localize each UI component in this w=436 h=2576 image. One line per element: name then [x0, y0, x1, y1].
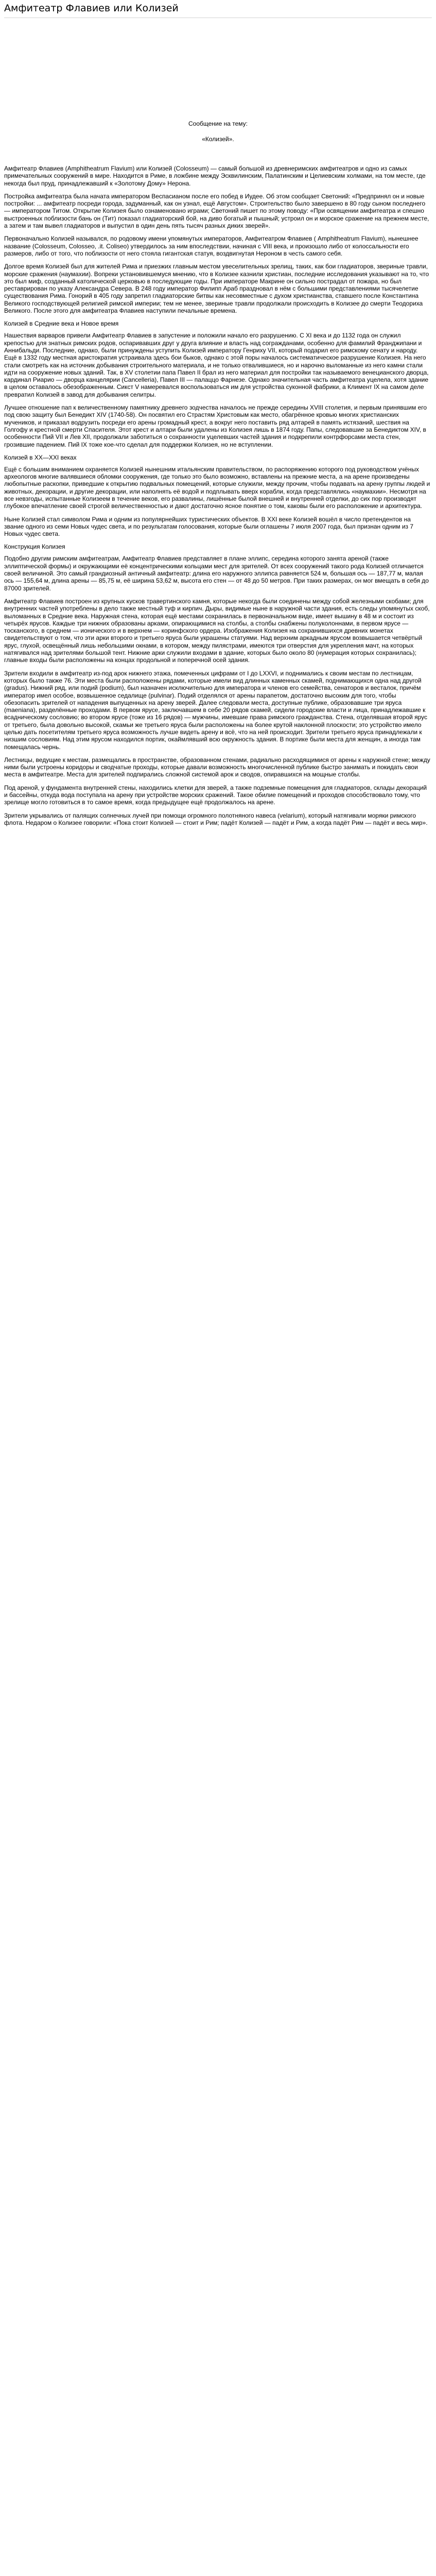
paragraph: Амфитеатр Флавиев (Amphitheatrum Flavium) или Колизей (Colosseum) — самый большой из древнеримских амфитеатров и одно из самых примечательных сооружений в мире. Находится в Риме, в ложбине между Эсквилинским, Палатинским и Целиевским холмами, на том месте, где некогда был пруд, принадлежавший к «Золотому Дому» Нерона. [4, 165, 426, 187]
report-subject-title: «Колизей». [202, 135, 234, 143]
paragraph: Подобно другим римским амфитеатрам, Амфитеатр Флавиев представляет в плане эллипс, середина которого занята ареной (также эллиптической формы) и окружающими её концентрическими кольцами мест для зрителей. От всех сооружений такого рода Колизей отличается своей величиной. Это самый грандиозный античный амфитеатр: длина его наружного эллипса равняется 524 м, большая ось — 187,77 м, малая ось — 155,64 м, длина арены — 85,75 м, её ширина 53,62 м, высота его стен — от 48 до 50 метров. При таких размерах, он мог вмещать в себя до 87000 зрителей. [4, 555, 429, 592]
article-body [4, 165, 432, 826]
paragraph: Нашествия варваров привели Амфитеатр Флавиев в запустение и положили начало его разрушению. С XI века и до 1132 года он служил крепостью для знатных римских родов, оспаривавших друг у друга влияние и власть над согражданами, особенно для фамилий Франджипани и Аннибальди. Последние, однако, были принуждены уступить Колизей императору Генриху VII, который подарил его римскому сенату и народу. Ещё в 1332 году местная аристократия устраивала здесь бои быков, однако с этой поры началось систематическое разрушение Колизея. На него стали смотреть как на источник добывания строительного материала, и не только отвалившиеся, но и нарочно выломанные из него камни стали идти на сооружение новых зданий. Так, в XV столетии папа Павел II брал из него материал для постройки так называемого венецианского дворца, кардинал Риарио — дворца канцелярии (Cancelleria), Павел III — палаццо Фарнезе. Однако значительная часть амфитеатра уцелела, хотя здание в целом оставалось обезображенным. Сикст V намеревался воспользоваться им для устройства суконной фабрики, а Климент IX на самом деле превратил Колизей в завод для добывания селитры. [4, 332, 429, 398]
paragraph: Ныне Колизей стал символом Рима и одним из популярнейших туристических объектов. В XXI веке Колизей вошёл в число претендентов на звание одного из семи Новых чудес света, и по результатам голосования, которые были оглашены 7 июля 2007 года, был признан одним из 7 Новых чудес света. [4, 515, 414, 538]
paragraph: Лучшее отношение пап к величественному памятнику древнего зодчества началось не прежде середины XVIII столетия, и первым принявшим его под свою защиту был Бенедикт XIV (1740-58). Он посвятил его Страстям Христовым как место, обагрённое кровью многих христианских мучеников, и приказал водрузить посреди его арены громадный крест, а вокруг него поставить ряд алтарей в память истязаний, шествия на Голгофу и крестной смерти Спасителя. Этот крест и алтари были удалены из Колизея лишь в 1874 году. Папы, следовавшие за Бенедиктом XIV, в особенности Пий VII и Лев XII, продолжали заботиться о сохранности уцелевших частей здания и подкрепили контрфорсами места стен, грозившие падением. Пий IX тоже кое-что сделал для поддержки Колизея, но не вступлении. [4, 404, 427, 448]
section-heading: Конструкция Колизея [4, 543, 65, 551]
paragraph: Под ареной, у фундамента внутренней стены, находились клетки для зверей, а также подземные помещения для гладиаторов, склады декораций и бассейны, откуда вода поступала на арену при устройстве морских сражений. Такое обилие помещений и проходов способствовало тому, что зрелище могло готовиться в то самое время, когда предыдущее ещё продолжалось на арене. [4, 784, 427, 806]
paragraph: Долгое время Колизей был для жителей Рима и приезжих главным местом увеселительных зрелищ, таких, как бои гладиаторов, звериные травли, морские сражения (наумахии). Вопреки установившемуся мнению, что в Колизее казнили христиан, последние исследования указывают на то, что это был миф, созданный католической церковью в последующие годы. При императоре Макрине он сильно пострадал от пожара, но был реставрирован по указу Александра Севера. В 248 году император Филипп Араб праздновал в нём с большими представлениями тысячелетие существования Рима. Гонорий в 405 году запретил гладиаторские битвы как несовместные с духом христианства, ставшего после Константина Великого господствующей религией римской империи; тем не менее, звериные травли продолжали происходить в Колизее до смерти Теодориха Великого. После этого для амфитеатра Флавиев наступили печальные времена. [4, 263, 429, 315]
paragraph: Постройка амфитеатра была начата императором Веспасианом после его побед в Иудее. Об этом сообщает Светоний: «Предпринял он и новые постройки: ... амфитеатр посреди города, задуманный, как он узнал, ещё Августом». Строительство было завершено в 80 году сыном последнего — императором Титом. Открытие Колизея было ознаменовано играми; Светоний пишет по этому поводу: «При освящении амфитеатра и спешно выстроенных поблизости бань он (Тит) показал гладиаторский бой, на диво богатый и пышный; устроил он и морское сражение на прежнем месте, а затем и там вывел гладиаторов и выпустил в один день пять тысяч разных диких зверей». [4, 192, 429, 230]
paragraph: Амфитеатр Флавиев построен из крупных кусков травертинского камня, которые некогда были соединены между собой железными скобами; для внутренних частей употреблены в дело также местный туф и кирпич. Дыры, видимые ныне в наружной части здания, есть следы упомянутых скоб, выломанных в Средние века. Наружная стена, которая ещё местами сохранилась в первоначальном виде, имеет вышину в 48 м и состоит из четырёх ярусов. Каждые три нижних образованы арками, опирающимися на столбы, а столбы снабжены полуколоннами, в первом ярусе — тосканского, в среднем — ионического и в верхнем — коринфского ордера. Изображения Колизея на сохранившихся древних монетах свидетельствуют о том, что эти арки второго и третьего яруса были украшены статуями. Над верхним аркадным ярусом возвышается четвёртый ярус, глухой, освещённый лишь небольшими окнами, в котором, между пилястрами, имеются три отверстия для укрепления мачт, на которых натягивался над зрителями большой тент. Нижние арки служили входами в здание, которых было около 80 (нумерация которых сохранилась); главные входы были расположены на концах продольной и поперечной осей здания. [4, 597, 430, 664]
section-heading: Колизей в Средние века и Новое время [4, 320, 119, 328]
paragraph: Первоначально Колизей назывался, по родовому имени упомянутых императоров, Амфитеатром Флавиев ( Amphitheatrum Flavium), нынешнее название (Colosseum, Colosseo, .it. Coliseo) утвердилось за ним впоследствии, начиная с VIII века, и произошло либо от колоссальности его размеров, либо от того, что поблизости от него стояла гигантская статуя, воздвигнутая Нероном в честь самого себя. [4, 235, 418, 257]
report-subject-label: Сообщение на тему: [188, 120, 248, 127]
section-heading: Колизей в XX—XXI веках [4, 453, 77, 461]
paragraph: Ещё с большим вниманием охраняется Колизей нынешним итальянским правительством, по распоряжению которого под руководством учёных археологов многие валявшиеся обломки сооружения, где только это было возможно, вставлены на прежние места, а на арене произведены любопытные раскопки, приведшие к открытию подвальных помещений, которые служили, между прочим, чтобы подавать на арену группы людей и животных, декорации, и другие декорации, или наполнять её водой и подплывать вверх корабли, когда представлялись «наумахии». Несмотря на все невзгоды, испытанные Колизеем в течение веков, его развалины, лишённые былой внешней и внутренней отделки, до сих пор производят глубокое впечатление своей строгой величественностью и дают достаточно ясное понятие о том, каковы были его расположение и архитектура. [4, 465, 430, 510]
document-title: Амфитеатр Флавиев или Колизей [4, 0, 432, 18]
report-header [4, 18, 432, 165]
paragraph: Лестницы, ведущие к местам, размещались в пространстве, образованном стенами, радиально расходящимися от арены к наружной стене; между ними были устроены коридоры и сводчатые проходы, которые давали возможность многочисленной публике быстро занимать и покидать свои места в амфитеатре. Места для зрителей подпирались сложной системой арок и сводов, опиравшихся на мощные столбы. [4, 756, 430, 778]
paragraph: Зрители входили в амфитеатр из-под арок нижнего этажа, помеченных цифрами от I до LXXVI, и поднимались к своим местам по лестницам, которых было также 76. Эти места были расположены рядами, которые имели вид длинных каменных скамей, поднимающихся одна над другой (gradus). Нижний ряд, или подий (podium), был назначен исключительно для императора и членов его семейства, сенаторов и весталок, причём император имел особое, возвышенное седалище (pulvinar). Подий отделялся от арены парапетом, достаточно высоким для того, чтобы обезопасить зрителей от нападения выпущенных на арену зверей. Далее следовали места, доступные публике, образовавшие три яруса (maeniana), разделённые проходами. В первом ярусе, заключавшем в себе 20 рядов скамей, сидели городские власти и лица, принадлежавшие к всадническому сословию; во втором ярусе (тоже из 16 рядов) — мужчины, имевшие права римского гражданства. Стена, отделявшая второй ярус от третьего, была довольно высокой, скамьи же третьего яруса были расположены на более крутой наклонной плоскости; это устройство имело целью дать посетителям третьего яруса возможность лучше видеть арену и всё, что на ней происходит. Зрители третьего яруса принадлежали к низшим сословиям. Над этим ярусом находился портик, окаймлявший всю окружность здания. В портике были места для женщин, а иногда там помещалась чернь. [4, 669, 428, 751]
document-page [0, 0, 436, 840]
paragraph: Зрители укрывались от палящих солнечных лучей при помощи огромного полотняного навеса (velarium), который натягивали моряки римского флота. Недаром о Колизее говорили: «Пока стоит Колизей — стоит и Рим; падёт Колизей — падёт и Рим, а когда падёт Рим — падёт и весь мир». [4, 811, 428, 826]
